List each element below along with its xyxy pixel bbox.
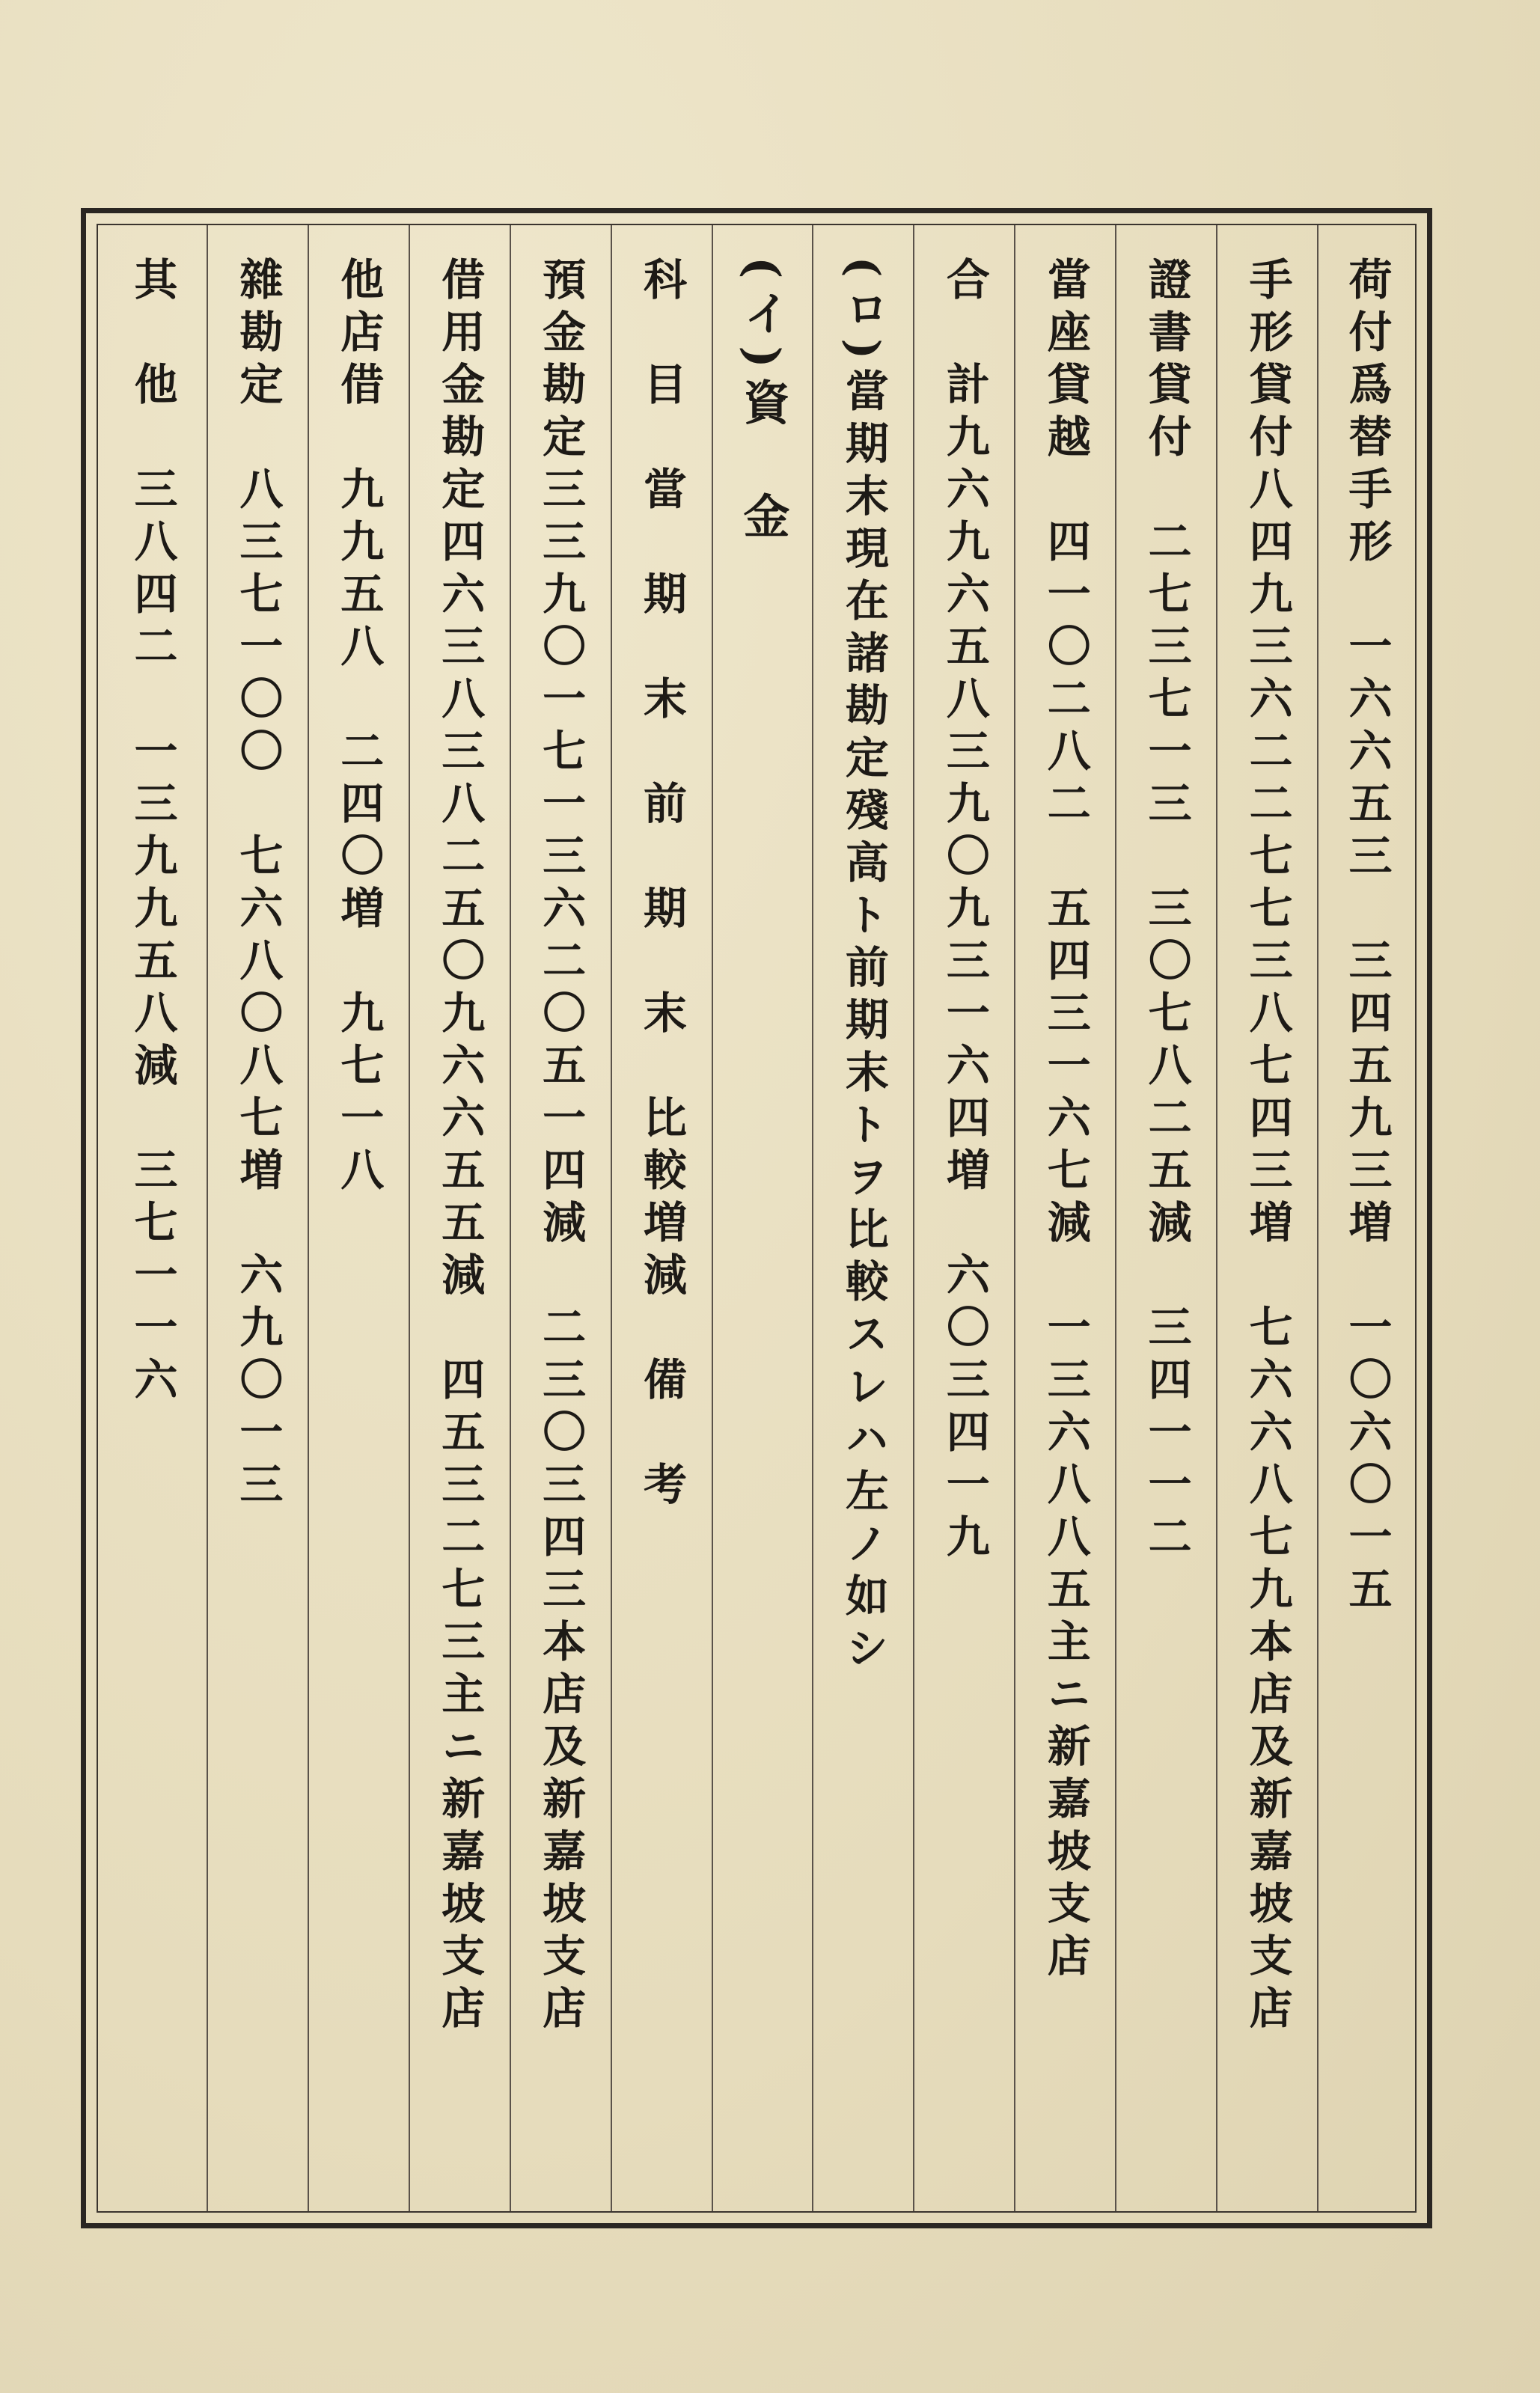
column-text: 手形貸付八四九三六二二七七三八七四三増 七六六八七九本店及新嘉坡支店 (1241, 257, 1293, 2038)
column-2 (1216, 225, 1317, 2211)
column-text: 科 目 當 期 末 前 期 末 比較増減 備 考 (636, 257, 688, 1514)
vertical-table (97, 224, 1417, 2213)
column-13 (98, 225, 207, 2211)
column-5 (913, 225, 1014, 2211)
column-text: (ロ)當期末現在諸勘定殘高ト前期末トヲ比較スレハ左ノ如シ (837, 257, 889, 1678)
column-text: 預金勘定三三九〇一七一三六二〇五一四減 二三〇三四三本店及新嘉坡支店 (535, 257, 587, 2038)
column-8 (611, 225, 712, 2211)
column-9 (510, 225, 611, 2211)
column-text: 當座貸越 四一〇二八二 五四三一六七減 一三六八八五主ニ新嘉坡支店 (1039, 257, 1091, 1985)
column-text: 荷付爲替手形 一六六五三 三四五九三増 一〇六〇一五 (1341, 257, 1393, 1619)
column-text: 雜勘定 八三七一〇〇 七六八〇八七増 六九〇一三 (232, 257, 284, 1514)
column-12 (207, 225, 308, 2211)
column-text: (イ)資 金 (735, 257, 790, 549)
column-6 (812, 225, 913, 2211)
column-4 (1014, 225, 1115, 2211)
column-text: 其 他 三八四二 一三九九五八減 三七一一六 (126, 257, 178, 1409)
column-text: 證書貸付 二七三七一三 三〇七八二五減 三四一一二 (1140, 257, 1192, 1566)
table-frame (81, 208, 1432, 2228)
column-10 (409, 225, 510, 2211)
column-1 (1317, 225, 1415, 2211)
column-text: 合 計九六九六五八三九〇九三一六四増 六〇三四一九 (938, 257, 990, 1566)
column-text: 他店借 九九五八 二四〇増 九七一八 (333, 257, 385, 1199)
column-11 (308, 225, 409, 2211)
column-text: 借用金勘定四六三八三八二五〇九六六五五減 四五三二七三主ニ新嘉坡支店 (434, 257, 486, 2038)
column-7 (712, 225, 813, 2211)
column-3 (1115, 225, 1216, 2211)
